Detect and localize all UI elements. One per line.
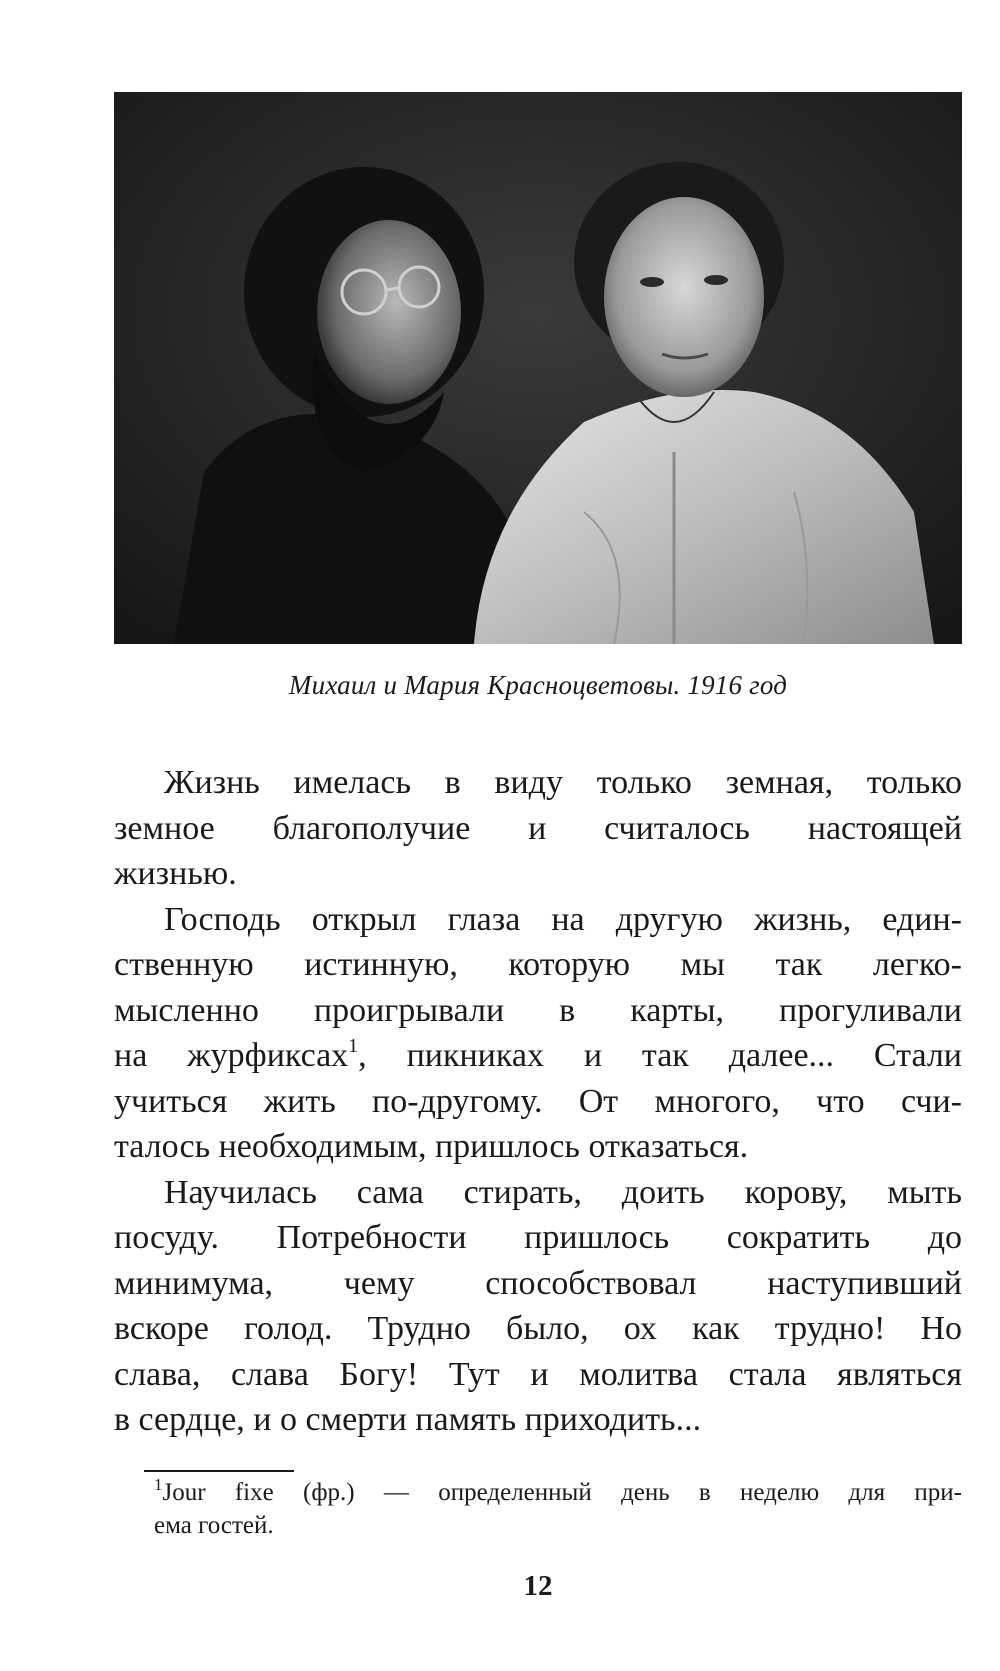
footnote-text: Jour fixe (фр.) — определенный день в неделю для при- — [162, 1479, 962, 1506]
text-line: жизнью. — [114, 855, 237, 892]
text-fragment: на журфиксах — [114, 1037, 349, 1074]
text-line: учиться жить по-другому. От многого, что счи- — [114, 1082, 962, 1120]
footnote — [114, 1476, 962, 1542]
text-line: посуду. Потребности пришлось сократить до — [114, 1219, 962, 1256]
text-line: мысленно проигрывали в карты, прогуливали — [114, 991, 962, 1029]
photo-caption: Михаил и Мария Красноцветовы. 1916 год — [288, 670, 788, 700]
text-line — [114, 1033, 962, 1079]
text-line: Жизнь имелась в виду только земная, только — [164, 764, 962, 801]
text-line: Господь открыл глаза на другую жизнь, един- — [164, 900, 962, 938]
footnote-line: ема гостей. — [154, 1512, 274, 1539]
text-line: вскоре голод. Трудно было, ох как трудно! Но — [114, 1310, 962, 1347]
text-line: ственную истинную, которую мы так легко- — [114, 946, 962, 983]
text-line: талось необходимым, пришлось отказаться. — [114, 1128, 749, 1165]
text-line: минимума, чему способствовал наступивший — [114, 1264, 962, 1302]
page-number: 12 — [523, 1570, 553, 1602]
body-text — [114, 760, 962, 1443]
text-fragment: , пикниках и так далее... Стали — [358, 1037, 962, 1074]
photograph — [114, 92, 962, 644]
text-line: земное благополучие и считалось настоящей — [114, 809, 962, 847]
text-line: в сердце, и о смерти память приходить... — [114, 1401, 702, 1438]
photograph-image — [114, 92, 962, 644]
text-line: Научилась сама стирать, доить корову, мыть — [164, 1173, 962, 1211]
text-line: слава, слава Богу! Тут и молитва стала являться — [114, 1355, 962, 1393]
footnote-mark: 1 — [154, 1475, 163, 1494]
footnote-line — [114, 1476, 962, 1509]
footnote-divider — [144, 1470, 294, 1472]
footnote-reference: 1 — [348, 1035, 359, 1057]
